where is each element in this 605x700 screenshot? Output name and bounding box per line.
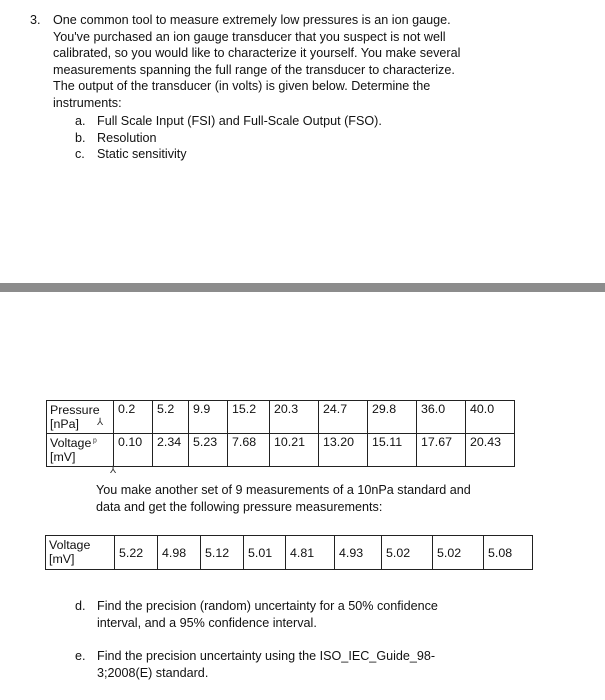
pressure-unit: [nPa]	[50, 417, 79, 431]
measurement-cell: 5.02	[382, 536, 433, 570]
voltage-header-cell	[46, 536, 115, 570]
voltage-cell: 17.67	[417, 434, 466, 467]
question-line: instruments:	[53, 95, 122, 110]
sub-question-letter: c.	[75, 147, 85, 161]
question-line: One common tool to measure extremely low pressures is an ion gauge.	[53, 13, 451, 27]
voltage-cell: 2.34	[153, 434, 189, 467]
part-d-line2: interval, and a 95% confidence interval.	[97, 615, 317, 630]
measurement-cell: 5.08	[484, 536, 533, 570]
part-letter: d.	[75, 599, 86, 613]
pressure-row	[47, 401, 515, 434]
question-line: You've purchased an ion gauge transducer that you suspect is not well	[53, 29, 446, 44]
voltage-row	[47, 434, 515, 467]
pressure-header-cell	[47, 401, 114, 434]
voltage-measurements-table	[45, 535, 533, 570]
stray-mark: ⅄	[97, 417, 104, 428]
part-d	[75, 598, 438, 615]
pressure-cell: 9.9	[189, 401, 228, 434]
pressure-cell: 15.2	[228, 401, 270, 434]
sub-question-text: Resolution	[97, 130, 157, 145]
part-d-line1: Find the precision (random) uncertainty for a 50% confidence	[97, 599, 438, 613]
sub-question-letter: b.	[75, 130, 86, 145]
voltage-header-cell	[47, 434, 114, 467]
pressure-cell: 40.0	[466, 401, 515, 434]
part-letter: e.	[75, 649, 86, 663]
voltage-cell: 13.20	[319, 434, 368, 467]
measurement-cell: 5.22	[115, 536, 158, 570]
sub-question-text: Static sensitivity	[97, 147, 187, 161]
pressure-label: Pressure	[50, 403, 100, 417]
voltage-unit: [mV]	[50, 450, 76, 464]
pressure-cell: 5.2	[153, 401, 189, 434]
intro-second-set-line1: You make another set of 9 measurements of a 10nPa standard and	[96, 483, 471, 497]
pressure-cell: 29.8	[368, 401, 417, 434]
pressure-cell: 36.0	[417, 401, 466, 434]
part-e	[75, 648, 435, 665]
sub-question-letter: a.	[75, 114, 86, 128]
question-line: calibrated, so you would like to characterize it yourself. You make several	[53, 46, 461, 60]
voltage-label: Voltage	[50, 436, 92, 450]
part-e-line2: 3;2008(E) standard.	[97, 665, 209, 680]
section-divider	[0, 283, 605, 292]
sub-question-b	[75, 130, 157, 147]
measurement-cell: 4.93	[335, 536, 382, 570]
question-line: measurements spanning the full range of the transducer to characterize.	[53, 62, 455, 77]
voltage-cell: 5.23	[189, 434, 228, 467]
voltage-measurement-row	[46, 536, 533, 570]
voltage-cell: 0.10	[114, 434, 153, 467]
question-number: 3.	[30, 13, 41, 27]
pressure-cell: 0.2	[114, 401, 153, 434]
measurement-cell: 4.98	[158, 536, 201, 570]
measurement-cell: 5.02	[433, 536, 484, 570]
part-e-line1: Find the precision uncertainty using the ISO_IEC_Guide_98-	[97, 649, 436, 663]
pressure-cell: 20.3	[270, 401, 319, 434]
voltage-cell: 20.43	[466, 434, 515, 467]
intro-second-set-line2: data and get the following pressure measurements:	[96, 499, 383, 514]
pressure-voltage-table	[46, 400, 515, 467]
voltage-cell: 10.21	[270, 434, 319, 467]
stray-mark: ⅄	[110, 465, 117, 476]
voltage-cell: 7.68	[228, 434, 270, 467]
sub-question-c	[75, 146, 187, 163]
voltage-cell: 15.11	[368, 434, 417, 467]
voltage-unit: [mV]	[49, 552, 75, 566]
stray-mark: ᵖ	[93, 437, 97, 448]
sub-question-a	[75, 113, 382, 130]
measurement-cell: 4.81	[286, 536, 335, 570]
sub-question-text: Full Scale Input (FSI) and Full-Scale Output (FSO).	[97, 114, 382, 128]
voltage-label: Voltage	[49, 538, 91, 552]
measurement-cell: 5.01	[244, 536, 286, 570]
question-line: The output of the transducer (in volts) is given below. Determine the	[53, 79, 431, 93]
measurement-cell: 5.12	[201, 536, 244, 570]
pressure-cell: 24.7	[319, 401, 368, 434]
